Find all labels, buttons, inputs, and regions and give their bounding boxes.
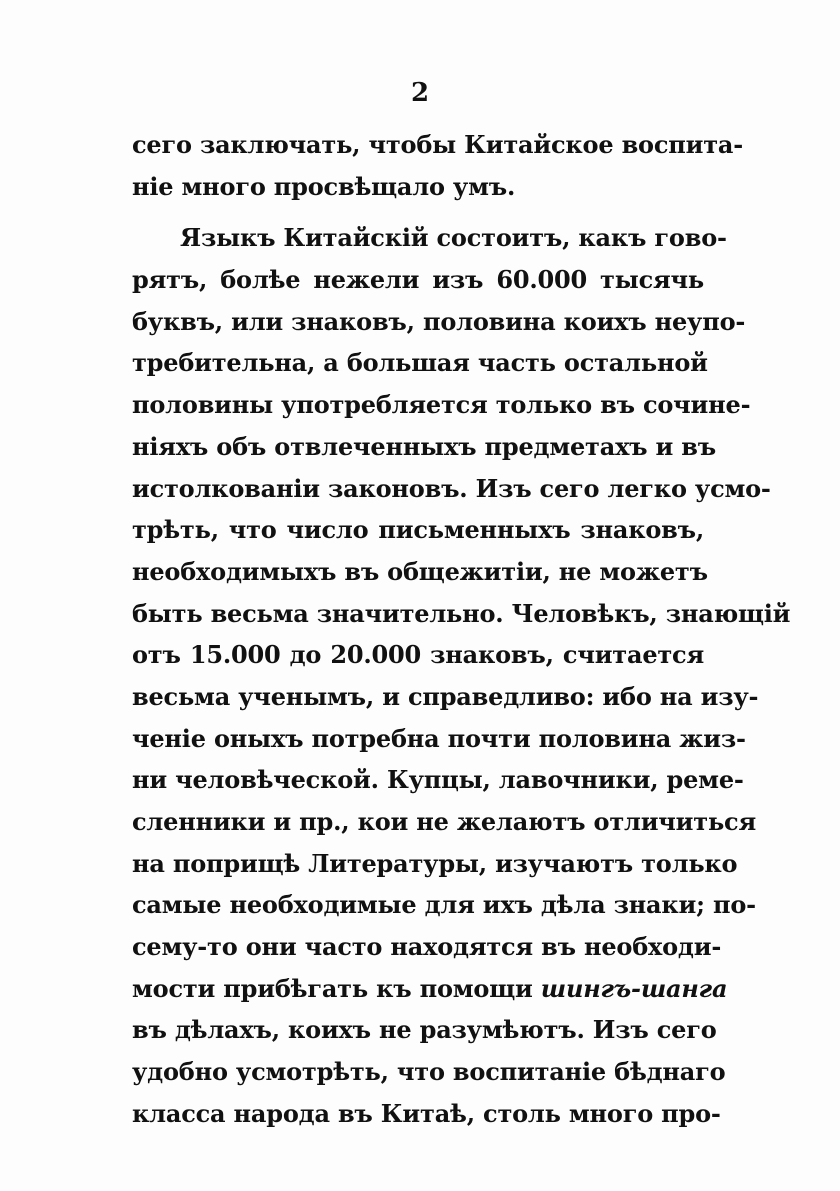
text-line: трѣть, что число письменныхъ знаковъ,: [132, 515, 704, 545]
text-line: рятъ, болѣе нежели изъ 60.000 тысячь: [132, 265, 704, 295]
text-line: въ дѣлахъ, коихъ не разумѣютъ. Изъ сего: [132, 1015, 717, 1045]
text-line: половины употребляется только въ сочине-: [132, 390, 751, 420]
text-line: ченіе оныхъ потребна почти половина жиз-: [132, 723, 746, 753]
text-line: быть весьма значительно. Человѣкъ, знающій: [132, 598, 791, 628]
text-line: удобно усмотрѣть, что воспитаніе бѣднаго: [132, 1057, 726, 1087]
text-line: сего заключать, чтобы Китайское воспита-: [132, 130, 744, 159]
text-line: ніе много просвѣщало умъ.: [132, 171, 516, 201]
text-line: класса народа въ Китаѣ, столь много про-: [132, 1098, 721, 1128]
text-line: на поприщѣ Литературы, изучаютъ только: [132, 848, 738, 878]
text-line: ніяхъ объ отвлеченныхъ предметахъ и въ: [132, 431, 716, 461]
text-line: весьма ученымъ, и справедливо: ибо на изу-: [132, 681, 759, 711]
text-line: необходимыхъ въ общежитіи, не можетъ: [132, 556, 708, 586]
text-line: буквъ, или знаковъ, половина коихъ неупо-: [132, 306, 746, 336]
paragraph-start-line: Языкъ Китайскій состоитъ, какъ гово-: [180, 223, 727, 253]
text-line-with-italic: [132, 968, 728, 1010]
text-line: истолкованіи законовъ. Изъ сего легко усмо-: [132, 473, 771, 503]
italic-term: шингъ-шанга: [540, 973, 728, 1003]
text-line: сленники и пр., кои не желаютъ отличиться: [132, 807, 756, 836]
text-line: ни человѣческой. Купцы, лавочники, реме-: [132, 765, 744, 795]
text-line: отъ 15.000 до 20.000 знаковъ, считается: [132, 640, 704, 670]
text-line: требительна, а большая часть остальной: [132, 348, 708, 378]
text-fragment: мости прибѣгать къ помощи: [132, 973, 533, 1003]
text-line: самые необходимые для ихъ дѣла знаки; по-: [132, 890, 756, 920]
body-text: [132, 124, 791, 1135]
page-number: 2: [410, 78, 430, 108]
text-line: сему-то они часто находятся въ необходи-: [132, 932, 722, 962]
